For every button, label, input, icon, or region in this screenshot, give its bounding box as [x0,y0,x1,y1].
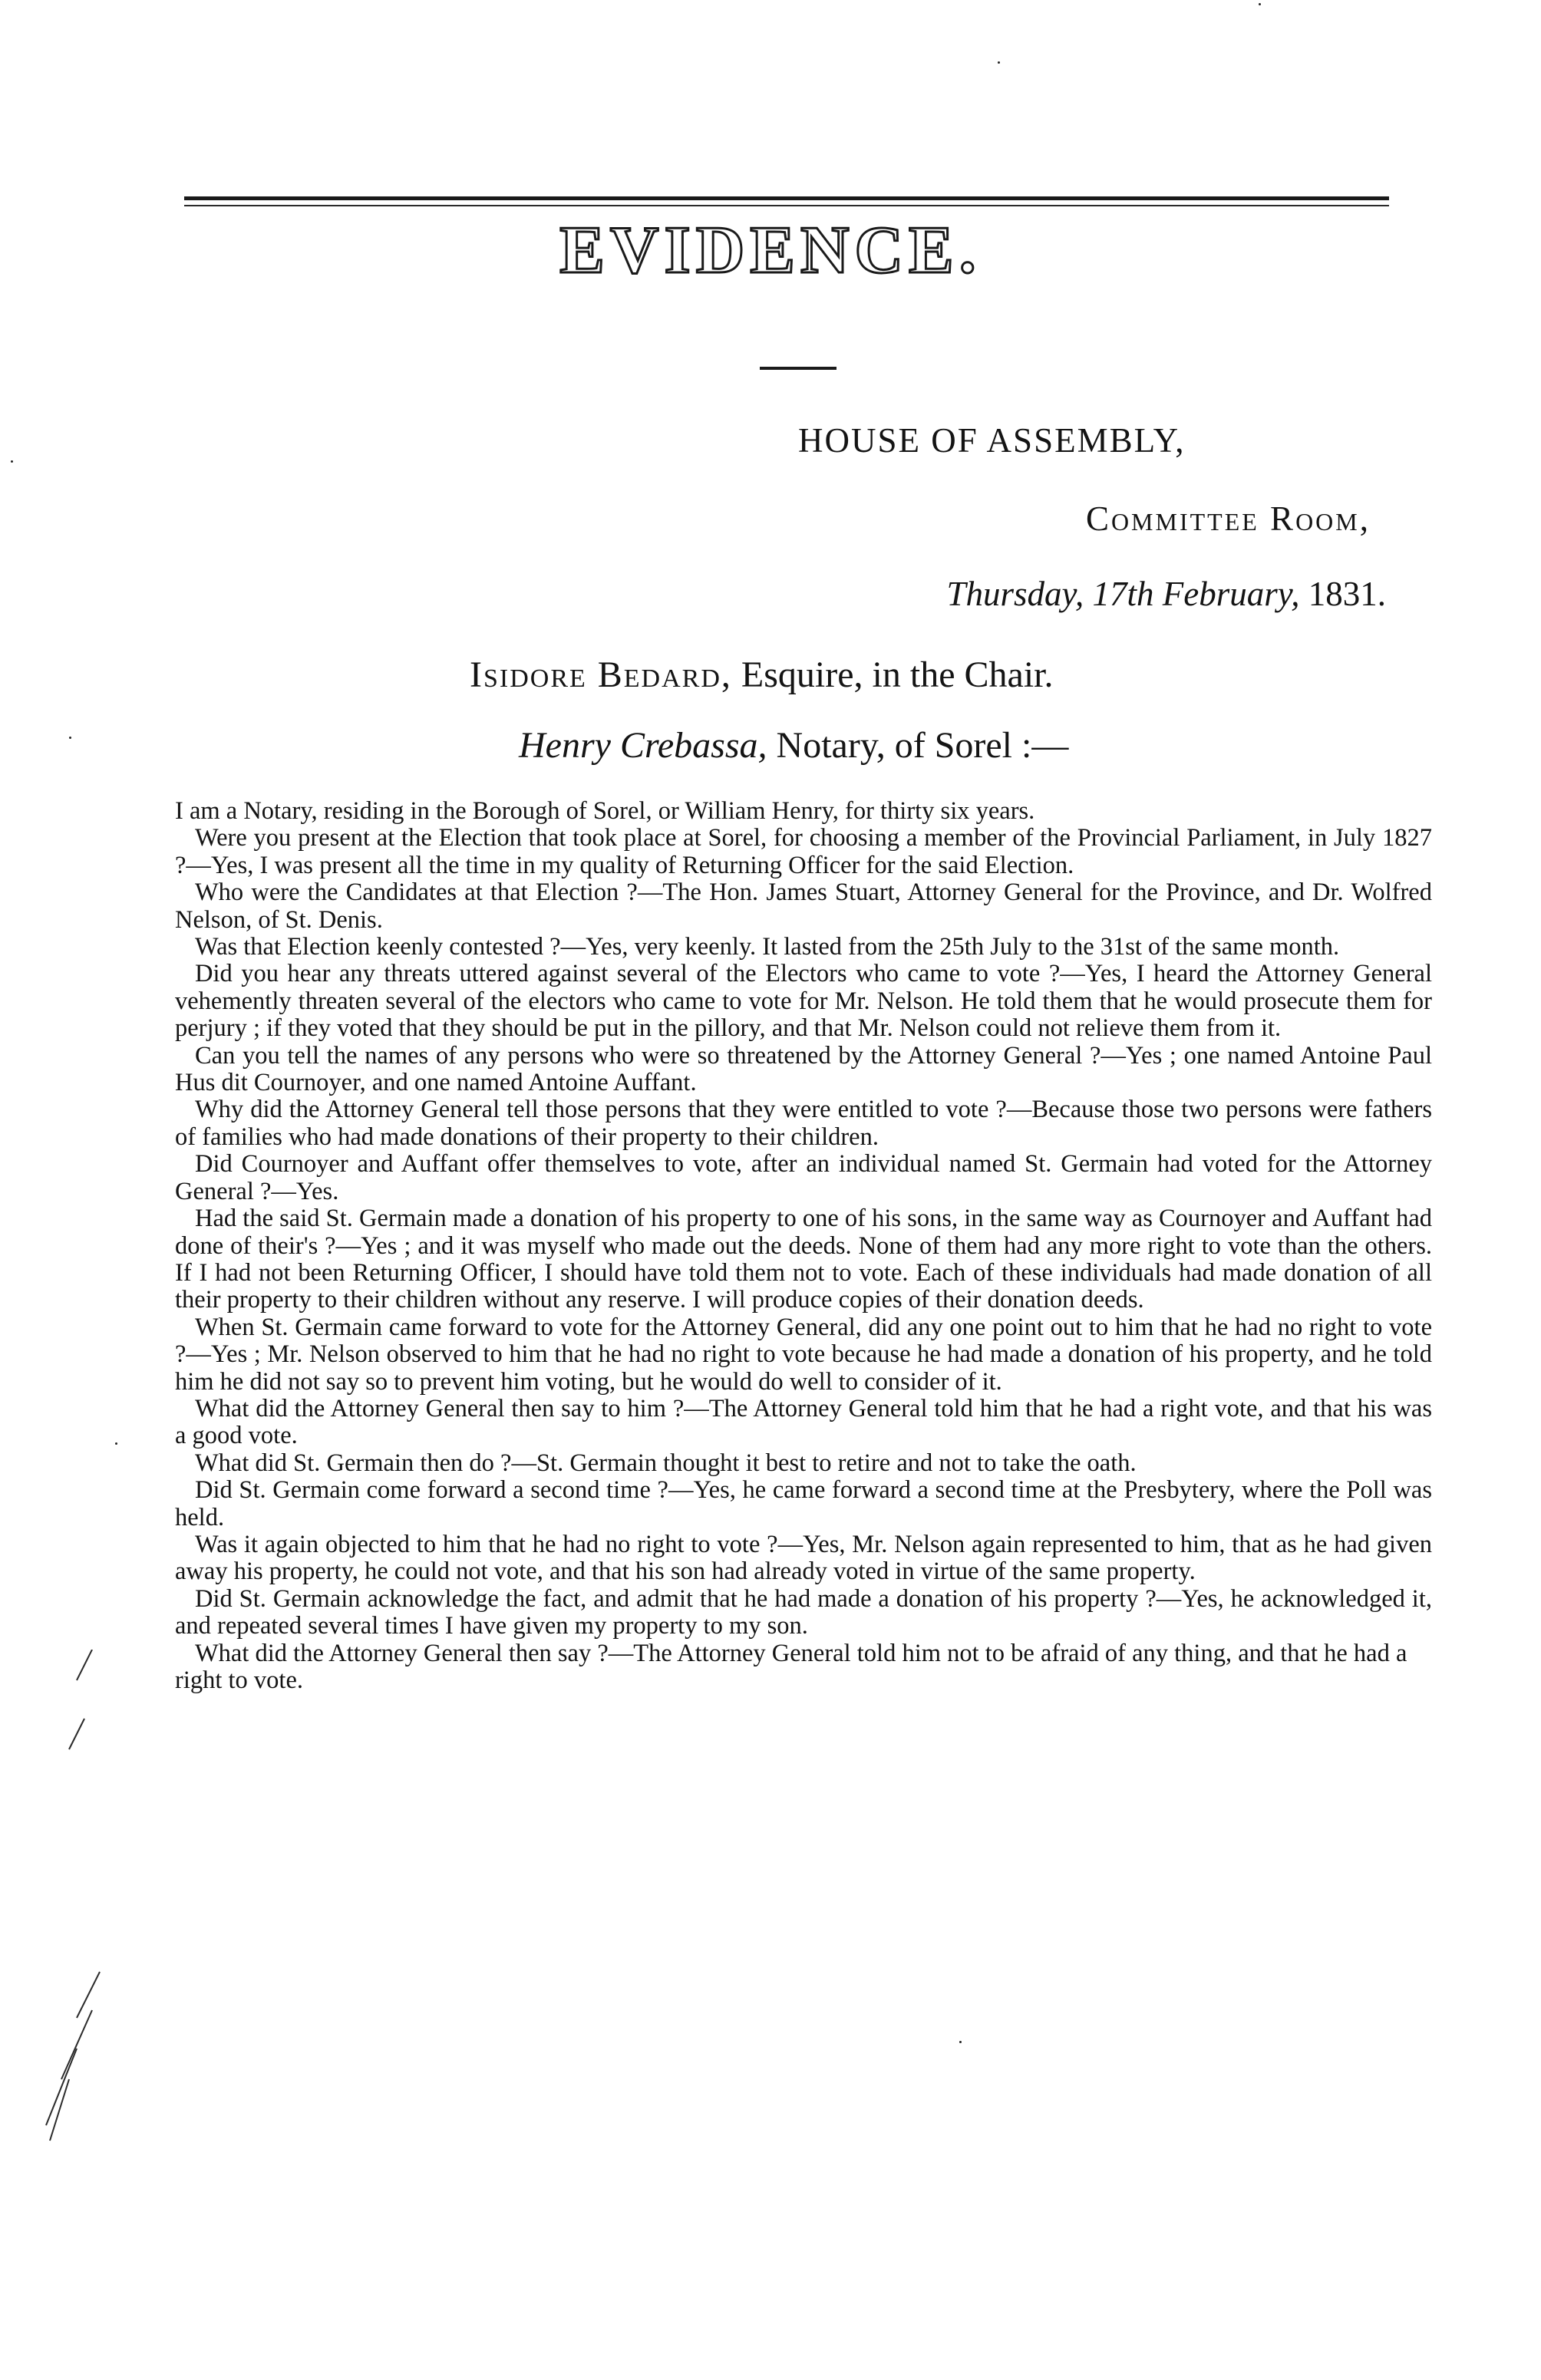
date-year: 1831. [1308,575,1386,613]
date-month: 17th February, [1092,575,1300,613]
witness-rest: Notary, of Sorel :— [776,725,1069,766]
scan-margin-marks [31,1650,115,2233]
testimony-paragraph: Did Cournoyer and Auffant offer themselves to vote, after an individual named St. Germain had voted for the Attorney General ?—Yes. [175,1150,1432,1205]
chair-name: Isidore Bedard, [470,654,732,695]
testimony-paragraph: Were you present at the Election that took place at Sorel, for choosing a member of the Provincial Parliament, in July 1827 ?—Yes, I was present all the time in my quality of Returning Officer for the said Election. [175,824,1432,879]
scan-speck [11,460,13,463]
testimony-paragraph: Did you hear any threats uttered against several of the Electors who came to vote ?—Yes, I heard the Attorney General vehemently threaten several of the electors who came to vote for Mr. Nelson. He told them that he would prosecute them for perjury ; if they voted that they should be put in the pillory, and that Mr. Nelson could not relieve them from it. [175,960,1432,1043]
testimony-paragraph: Who were the Candidates at that Election ?—The Hon. James Stuart, Attorney General for the Province, and Dr. Wolfred Nelson, of St. Denis. [175,878,1432,934]
testimony-paragraph: What did St. Germain then do ?—St. Germain thought it best to retire and not to take the oath. [195,1449,1137,1477]
witness-line [519,724,1068,766]
chair-line [470,654,1054,696]
scan-mark [61,2010,92,2079]
testimony-body [175,798,1432,1694]
page-title: EVIDENCE. [559,213,982,288]
scan-mark [46,2049,77,2125]
testimony-paragraph: I am a Notary, residing in the Borough of Sorel, or William Henry, for thirty six years. [175,797,1035,825]
scan-speck [69,737,71,739]
scan-mark [69,1719,84,1749]
testimony-paragraph: Why did the Attorney General tell those persons that they were entitled to vote ?—Because those two persons were fathers of families who had made donations of their property to their children. [175,1096,1432,1151]
testimony-paragraph: Was that Election keenly contested ?—Yes, very keenly. It lasted from the 25th July to the 31st of the same month. [195,933,1340,961]
testimony-paragraph: What did the Attorney General then say to him ?—The Attorney General told him that he had a right vote, and that his was a good vote. [175,1394,1432,1450]
testimony-paragraph: When St. Germain came forward to vote for the Attorney General, did any one point out to him that he had no right to vote ?—Yes ; Mr. Nelson observed to him that he had no right to vote because he had made a donation of his property, and he told him he did not say so to prevent him voting, but he would do well to consider of it. [175,1313,1432,1396]
date-day: Thursday, [946,575,1084,613]
title-divider [760,367,836,370]
testimony-paragraph: What did the Attorney General then say ?—The Attorney General told him not to be afraid of any thing, and that he had a right to vote. [175,1639,1407,1694]
testimony-paragraph: Can you tell the names of any persons who were so threatened by the Attorney General ?—Yes ; one named Antoine Paul Hus dit Cournoyer, and one named Antoine Auffant. [175,1041,1432,1097]
scan-mark [77,1650,92,1680]
testimony-paragraph: Was it again objected to him that he had no right to vote ?—Yes, Mr. Nelson again represented to him, that as he had given away his property, he could not vote, and that his son had already voted in virtue of the same property. [175,1530,1432,1586]
committee-room-heading: Committee Room, [1085,499,1371,538]
session-date [946,574,1386,614]
scan-speck [115,1442,117,1445]
scan-mark [77,1972,100,2018]
chair-rest: Esquire, in the Chair. [741,654,1054,695]
scan-speck [1259,3,1261,5]
testimony-paragraph: Did St. Germain come forward a second time ?—Yes, he came forward a second time at the Presbytery, where the Poll was held. [175,1476,1432,1531]
testimony-paragraph: Had the said St. Germain made a donation of his property to one of his sons, in the same way as Cournoyer and Auffant had done of their's ?—Yes ; and it was myself who made out the deeds. None of them had any more right to vote than the others. If I had not been Returning Officer, I should have told them not to vote. Each of these individuals had made donation of all their property to their children without any reserve. I will produce copies of their donation deeds. [175,1205,1432,1314]
scan-speck [998,61,1000,64]
header-double-rule [184,196,1389,200]
testimony-paragraph: Did St. Germain acknowledge the fact, and admit that he had made a donation of his property ?—Yes, he acknowledged it, and repeated several times I have given my property to my son. [175,1584,1432,1640]
assembly-heading: HOUSE OF ASSEMBLY, [798,421,1186,460]
scan-speck [959,2041,962,2043]
scan-specks-svg [31,1650,115,2233]
witness-name: Henry Crebassa, [519,725,767,766]
